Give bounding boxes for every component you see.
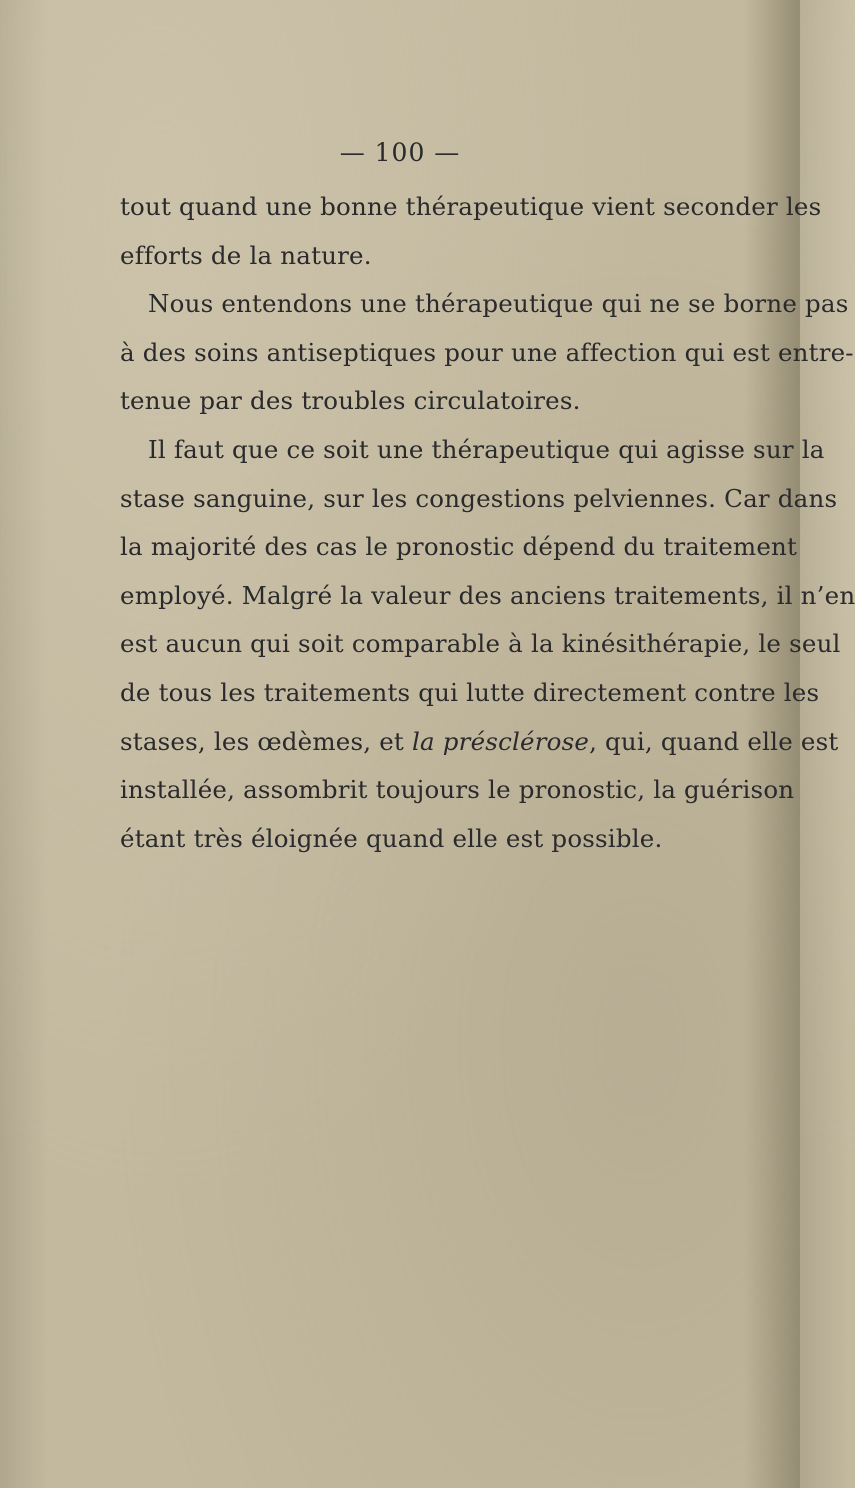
text-line: stase sanguine, sur les congestions pelviennes. Car dans: [120, 483, 838, 513]
text-line: Il faut que ce soit une thérapeutique qui agisse sur la: [148, 434, 825, 464]
text-line: la majorité des cas le pronostic dépend du traitement: [120, 532, 798, 562]
text-line: tout quand une bonne thérapeutique vient seconder les: [120, 192, 822, 221]
text-line: de tous les traitements qui lutte directement contre les: [120, 677, 820, 707]
page-number: — 100 —: [339, 138, 461, 167]
text-line: est aucun qui soit comparable à la kinésithérapie, le seul: [120, 629, 841, 659]
text-line: installée, assombrit toujours le pronostic, la guérison: [120, 775, 795, 805]
body-text: [120, 183, 855, 863]
text-line: Nous entendons une thérapeutique qui ne se borne pas: [148, 289, 849, 319]
text-segment: , qui, quand elle est: [589, 726, 839, 756]
text-line: efforts de la nature.: [120, 240, 372, 270]
text-line: étant très éloignée quand elle est possible.: [120, 823, 663, 853]
text-line: à des soins antiseptiques pour une affection qui est entre-: [120, 337, 854, 367]
text-line: [120, 718, 839, 767]
text-line: employé. Malgré la valeur des anciens traitements, il n’en: [120, 580, 855, 610]
text-line: tenue par des troubles circulatoires.: [120, 386, 581, 416]
italic-term: la présclérose: [411, 726, 590, 756]
text-segment: stases, les œdèmes, et: [120, 726, 412, 756]
